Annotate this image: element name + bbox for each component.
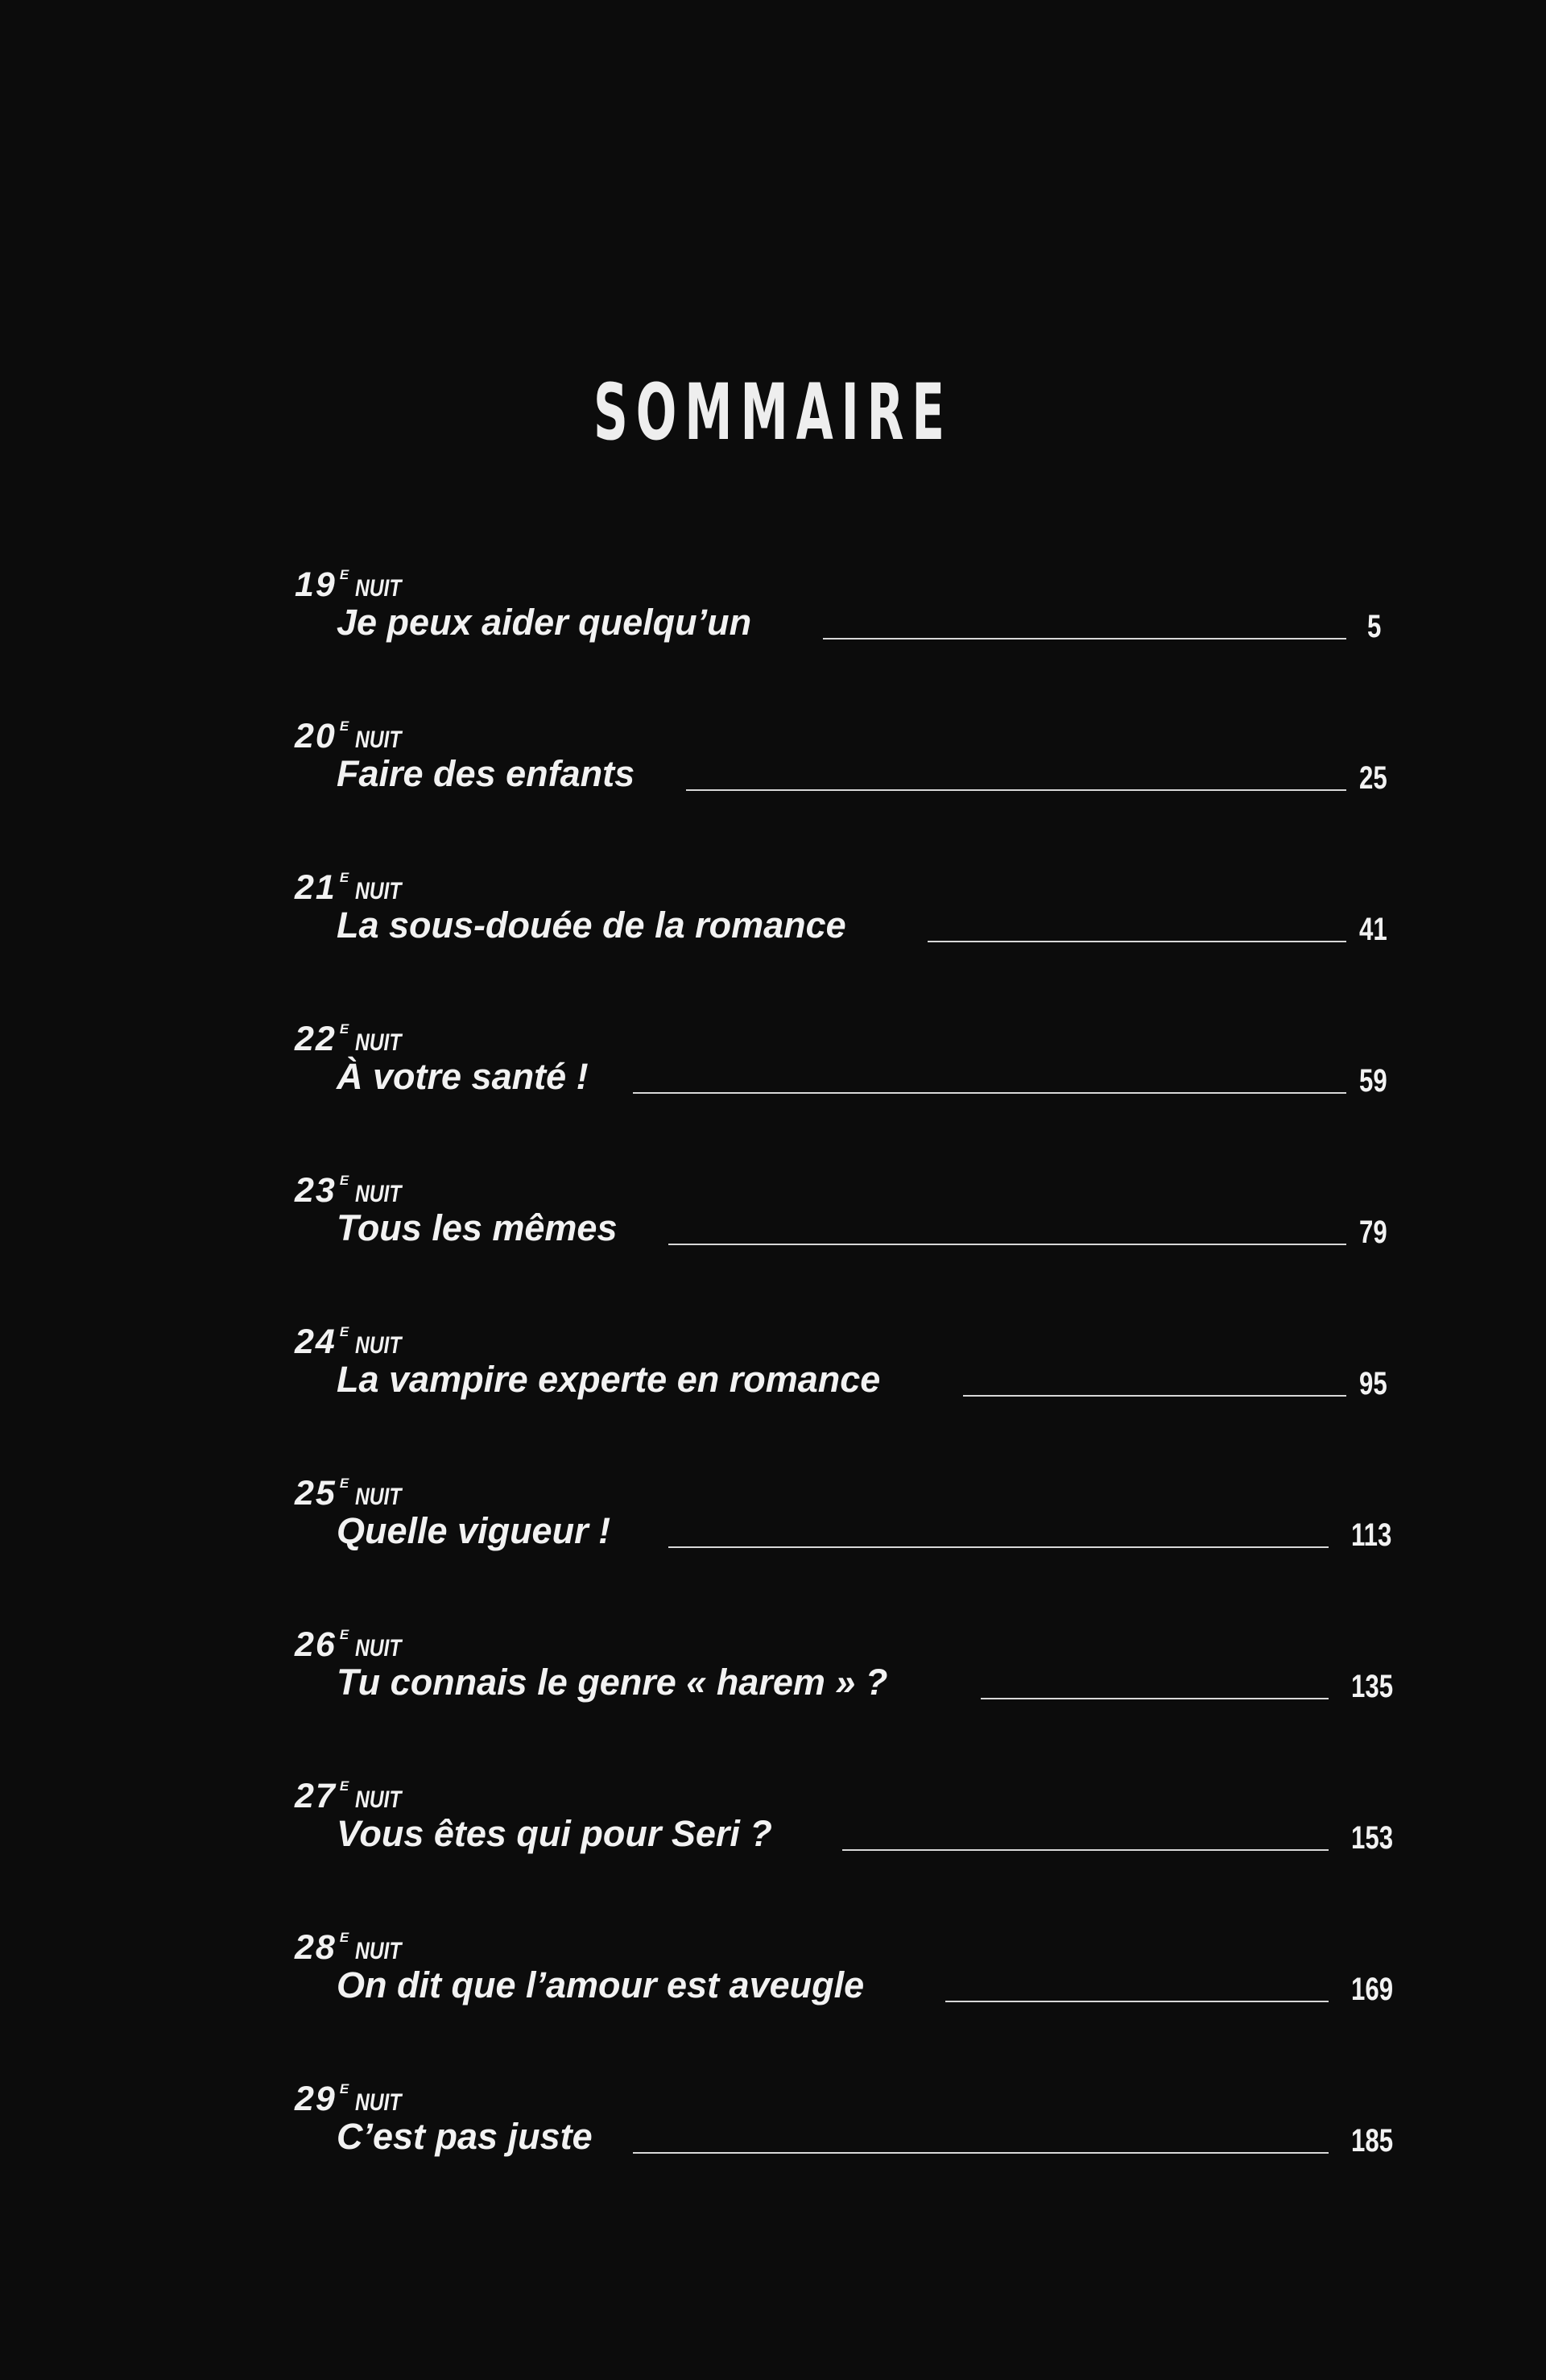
toc-entry[interactable] <box>0 859 1546 987</box>
toc-entry[interactable] <box>0 2070 1546 2199</box>
night-word: NUIT <box>355 1635 402 1662</box>
night-number: 21 <box>295 868 337 907</box>
night-number: 29 <box>295 2080 337 2118</box>
toc-entry[interactable] <box>0 1010 1546 1139</box>
page-number: 5 <box>1367 609 1382 644</box>
dot-leader <box>823 638 1346 639</box>
ordinal-suffix: E <box>339 567 349 582</box>
night-word: NUIT <box>355 2089 402 2116</box>
ordinal-suffix: E <box>339 1476 349 1491</box>
toc-entry[interactable] <box>0 1918 1546 2047</box>
dot-leader <box>633 1092 1346 1094</box>
ordinal-suffix: E <box>339 718 349 734</box>
night-number: 25 <box>295 1474 337 1513</box>
night-number: 28 <box>295 1928 337 1967</box>
night-word: NUIT <box>355 1029 402 1056</box>
page-number: 185 <box>1351 2123 1394 2159</box>
dot-leader <box>668 1244 1346 1245</box>
ordinal-suffix: E <box>339 1324 349 1339</box>
toc-entry[interactable] <box>0 707 1546 836</box>
chapter-title: Tu connais le genre « harem » ? <box>337 1662 888 1703</box>
ordinal-suffix: E <box>339 1627 349 1642</box>
dot-leader <box>842 1849 1329 1851</box>
chapter-title: Je peux aider quelqu’un <box>337 602 752 643</box>
chapter-title: On dit que l’amour est aveugle <box>337 1964 865 2005</box>
night-number: 19 <box>295 565 337 604</box>
night-word: NUIT <box>355 1938 402 1964</box>
page-number: 25 <box>1359 760 1387 796</box>
night-word: NUIT <box>355 1786 402 1813</box>
night-number: 27 <box>295 1777 337 1815</box>
chapter-title: Faire des enfants <box>337 753 635 794</box>
dot-leader <box>633 2152 1329 2154</box>
chapter-title: Vous êtes qui pour Seri ? <box>337 1813 772 1854</box>
page-number: 153 <box>1351 1820 1394 1856</box>
night-word: NUIT <box>355 1181 402 1207</box>
chapter-title: La sous-douée de la romance <box>337 904 846 946</box>
toc-entry[interactable] <box>0 556 1546 685</box>
dot-leader <box>928 941 1346 942</box>
night-word: NUIT <box>355 575 402 602</box>
night-word: NUIT <box>355 1484 402 1510</box>
night-number: 23 <box>295 1171 337 1210</box>
ordinal-suffix: E <box>339 2081 349 2096</box>
dot-leader <box>686 789 1346 791</box>
ordinal-suffix: E <box>339 1021 349 1037</box>
toc-entry[interactable] <box>0 1313 1546 1442</box>
toc-entry[interactable] <box>0 1464 1546 1593</box>
page-number: 169 <box>1351 1972 1394 2007</box>
toc-entry[interactable] <box>0 1767 1546 1896</box>
chapter-title: Quelle vigueur ! <box>337 1510 611 1551</box>
page-number: 79 <box>1359 1215 1387 1250</box>
night-word: NUIT <box>355 878 402 904</box>
night-number: 24 <box>295 1322 337 1361</box>
toc-entry[interactable] <box>0 1616 1546 1745</box>
ordinal-suffix: E <box>339 1778 349 1794</box>
page-title: SOMMAIRE <box>593 367 953 457</box>
dot-leader <box>963 1395 1346 1397</box>
night-number: 20 <box>295 717 337 755</box>
ordinal-suffix: E <box>339 1173 349 1188</box>
chapter-title: Tous les mêmes <box>337 1207 618 1248</box>
dot-leader <box>981 1698 1329 1699</box>
page-number: 135 <box>1351 1669 1394 1704</box>
chapter-title: À votre santé ! <box>337 1056 589 1097</box>
night-number: 22 <box>295 1020 337 1058</box>
page-number: 113 <box>1351 1517 1392 1553</box>
ordinal-suffix: E <box>339 1930 349 1945</box>
chapter-title: La vampire experte en romance <box>337 1359 881 1400</box>
ordinal-suffix: E <box>339 870 349 885</box>
night-word: NUIT <box>355 1332 402 1359</box>
dot-leader <box>668 1546 1329 1548</box>
night-number: 26 <box>295 1625 337 1664</box>
night-word: NUIT <box>355 726 402 753</box>
page-number: 95 <box>1359 1366 1387 1401</box>
chapter-title: C’est pas juste <box>337 2116 593 2157</box>
page-number: 59 <box>1359 1063 1387 1099</box>
page-number: 41 <box>1359 912 1387 947</box>
dot-leader <box>945 2001 1329 2002</box>
toc-entry[interactable] <box>0 1161 1546 1290</box>
